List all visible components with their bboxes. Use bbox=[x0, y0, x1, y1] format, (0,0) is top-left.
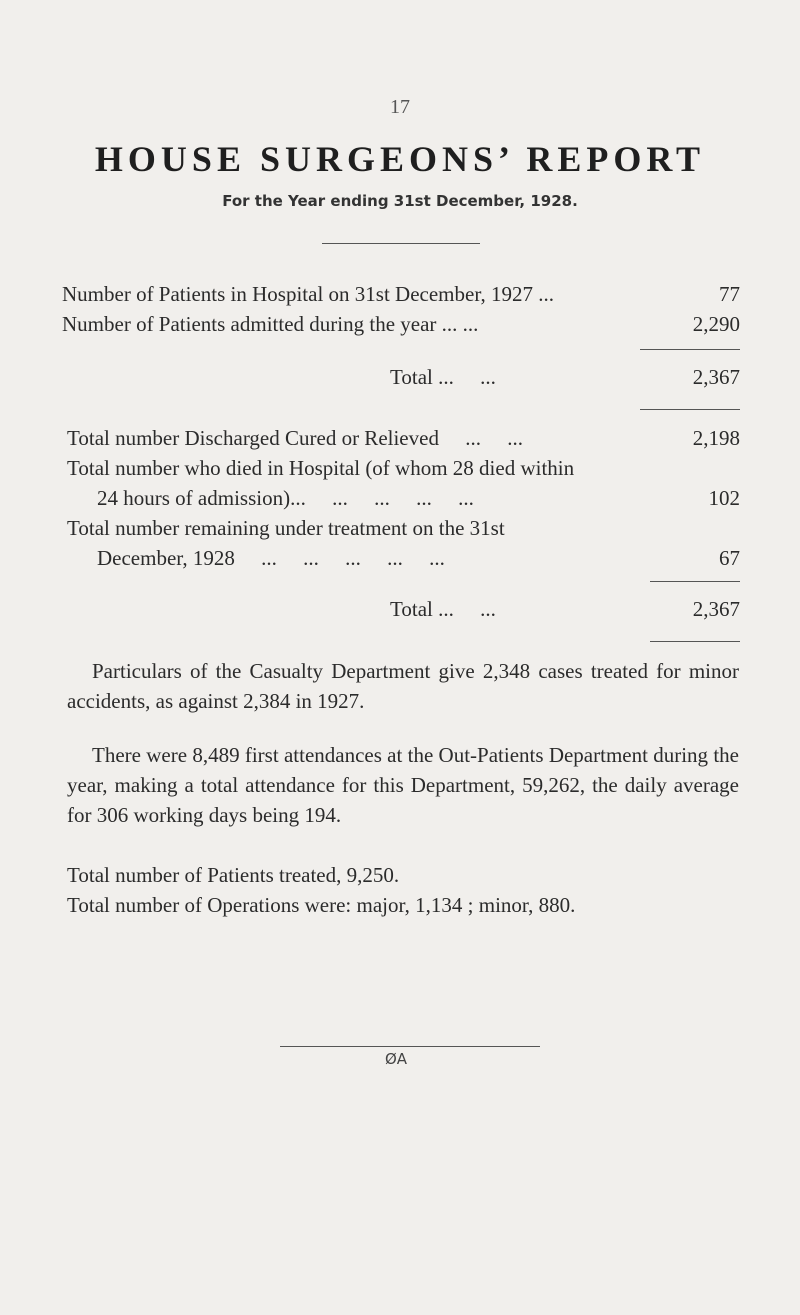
report-title: HOUSE SURGEONS’ REPORT bbox=[94, 139, 706, 179]
died-label-line-2: 24 hours of admission)... ... ... ... ... bbox=[97, 486, 474, 510]
header-divider bbox=[322, 243, 480, 244]
page-number: 17 bbox=[390, 96, 410, 118]
died-label-line-1: Total number who died in Hospital (of whom 28 died within bbox=[67, 456, 575, 480]
discharge-total-value: 2,367 bbox=[692, 597, 740, 621]
discharged-value: 2,198 bbox=[692, 426, 740, 450]
remaining-label-line-1: Total number remaining under treatment on the 31st bbox=[67, 516, 505, 540]
report-subtitle: For the Year ending 31st December, 1928. bbox=[222, 192, 578, 210]
total-2-bottom-rule bbox=[650, 641, 740, 642]
remaining-label-line-2: December, 1928 ... ... ... ... ... bbox=[97, 546, 445, 570]
total-1-top-rule bbox=[640, 349, 740, 350]
discharged-label: Total number Discharged Cured or Relieved ... ... bbox=[67, 426, 523, 450]
admissions-total-label: Total ... ... bbox=[390, 365, 496, 389]
total-1-bottom-rule bbox=[640, 409, 740, 410]
died-value: 102 bbox=[708, 486, 740, 510]
discharge-total-label: Total ... ... bbox=[390, 597, 496, 621]
patients-treated-line: Total number of Patients treated, 9,250. bbox=[67, 863, 400, 887]
admissions-row-2-value: 2,290 bbox=[692, 312, 740, 336]
printer-mark: ØA bbox=[385, 1050, 408, 1068]
remaining-value: 67 bbox=[719, 546, 740, 570]
admissions-row-2-label: Number of Patients admitted during the year ... ... bbox=[62, 312, 479, 336]
operations-line: Total number of Operations were: major, 1,134 ; minor, 880. bbox=[67, 893, 576, 917]
outpatients-paragraph: There were 8,489 first attendances at the Out-Patients Department during the year, making a total attendance for this Department, 59,262, the daily average for 306 working days being 194. bbox=[67, 743, 739, 827]
admissions-row-1-value: 77 bbox=[719, 282, 740, 306]
admissions-total-value: 2,367 bbox=[692, 365, 740, 389]
admissions-row-1-label: Number of Patients in Hospital on 31st December, 1927 ... bbox=[62, 282, 554, 306]
casualty-paragraph: Particulars of the Casualty Department give 2,348 cases treated for minor accidents, as against 2,384 in 1927. bbox=[67, 659, 739, 713]
footer-rule bbox=[280, 1046, 540, 1047]
total-2-top-rule bbox=[650, 581, 740, 582]
